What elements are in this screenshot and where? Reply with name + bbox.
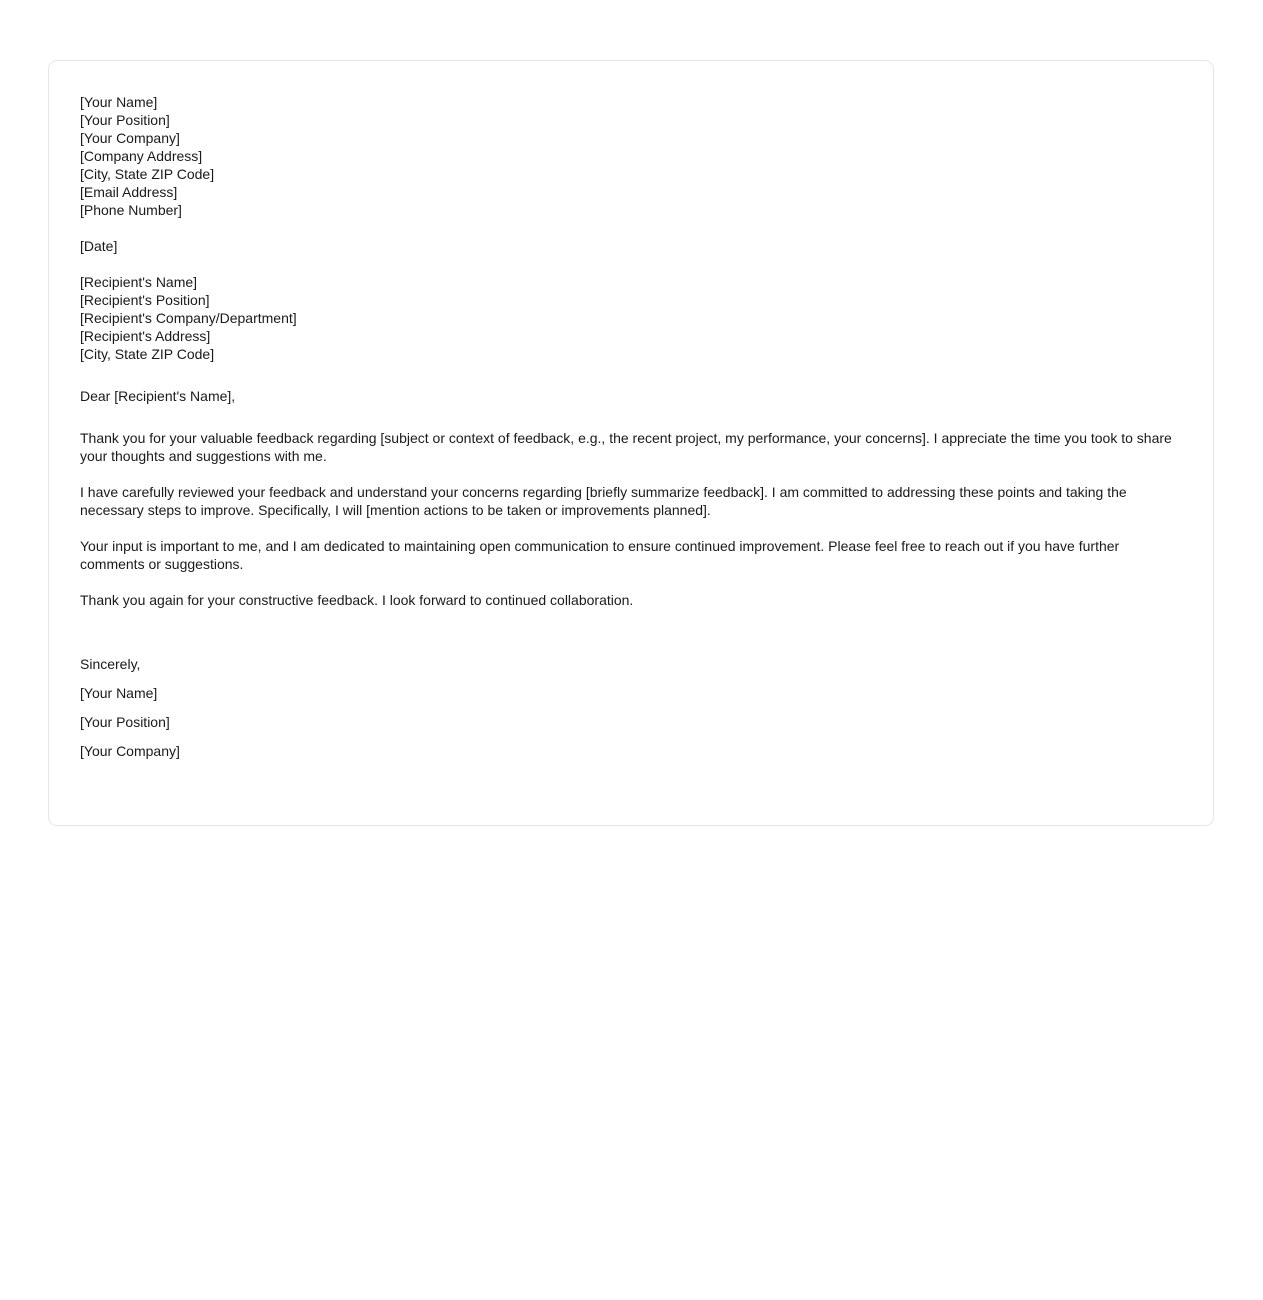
salutation: Dear [Recipient's Name], xyxy=(80,388,236,404)
sender-company-address: [Company Address] xyxy=(80,148,203,164)
recipient-address-block xyxy=(80,273,1179,363)
spacer-before-recipient xyxy=(80,255,1179,273)
sender-email: [Email Address] xyxy=(80,184,178,200)
letter-card xyxy=(48,60,1214,826)
sender-phone: [Phone Number] xyxy=(80,202,182,218)
spacer-after-salutation xyxy=(80,405,1179,429)
sender-address-block xyxy=(80,93,1179,219)
spacer-before-salutation xyxy=(80,363,1179,387)
body-paragraph-4: Thank you again for your constructive feedback. I look forward to continued collaboration. xyxy=(80,592,634,608)
closing-salutation: Sincerely, xyxy=(80,656,141,672)
sender-company: [Your Company] xyxy=(80,130,180,146)
sender-position: [Your Position] xyxy=(80,112,170,128)
body-paragraph-1: Thank you for your valuable feedback regarding [subject or context of feedback, e.g., the recent project, my performance, your concerns]. I appreciate the time you took to share your thoughts and suggestions with me. xyxy=(80,430,1172,464)
signature-name: [Your Name] xyxy=(80,685,158,701)
body-paragraph-2: I have carefully reviewed your feedback and understand your concerns regarding [briefly summarize feedback]. I am committed to addressing these points and taking the necessary steps to improve. Specifically, I will [mention actions to be taken or improvements planned]. xyxy=(80,484,1127,518)
signature-position: [Your Position] xyxy=(80,714,170,730)
recipient-city-state-zip: [City, State ZIP Code] xyxy=(80,346,215,362)
signature-company: [Your Company] xyxy=(80,743,180,759)
letter-content xyxy=(49,61,1213,796)
sender-city-state-zip: [City, State ZIP Code] xyxy=(80,166,215,182)
spacer-before-date xyxy=(80,219,1179,237)
letter-date: [Date] xyxy=(80,238,118,254)
sender-name: [Your Name] xyxy=(80,94,158,110)
date-block xyxy=(80,237,1179,255)
spacer-before-closing xyxy=(80,609,1179,655)
recipient-company: [Recipient's Company/Department] xyxy=(80,310,297,326)
recipient-address: [Recipient's Address] xyxy=(80,328,211,344)
recipient-position: [Recipient's Position] xyxy=(80,292,210,308)
recipient-name: [Recipient's Name] xyxy=(80,274,198,290)
body-paragraph-3: Your input is important to me, and I am dedicated to maintaining open communication to ensure continued improvement. Please feel free to reach out if you have further comments or suggestions. xyxy=(80,538,1120,572)
